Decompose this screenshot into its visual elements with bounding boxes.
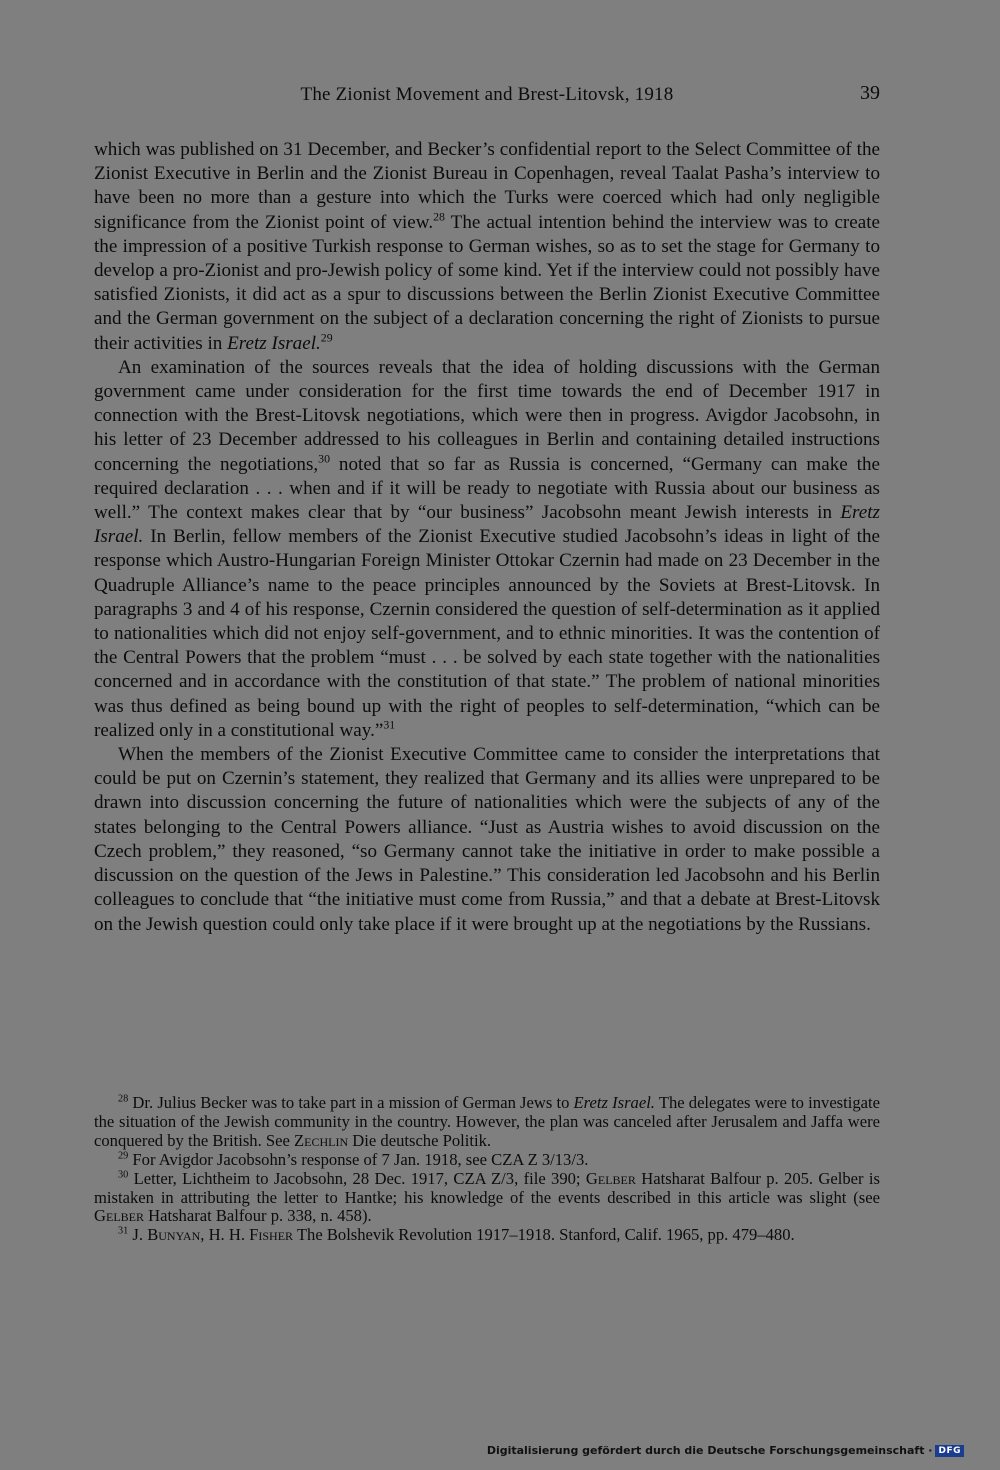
footnote-text: For Avigdor Jacobsohn’s response of 7 Jan. 1918, see CZA Z 3/13/3.: [128, 1149, 589, 1169]
footnote-ref-28: 28: [433, 209, 445, 224]
digitization-credit: [487, 1444, 964, 1457]
footnote-text: , H. H.: [200, 1225, 250, 1245]
paragraph-text: An examination of the sources reveals that the idea of holding discussions with the German government came under consideration for the first time towards the end of December 1917 in connection with the Brest-Litovsk negotiations, which were then in progress. Avigdor Jacobsohn, in his letter of 23 December addressed to his colleagues in Berlin and containing detailed instructions concerning the negotiations,: [94, 356, 880, 475]
footnote-ref-29: 29: [320, 330, 333, 345]
footnote-29: [94, 1151, 880, 1170]
footnote-31: [94, 1226, 880, 1245]
footnote-number: 28: [118, 1093, 129, 1105]
footnote-text: Hatsharat Balfour p. 205. Gelber is mistaken in attributing the letter to Hantke; his knowledge of the events described in this article was slight (see: [94, 1168, 880, 1207]
page-number: 39: [860, 82, 880, 104]
footnote-text: The Bolshevik Revolution 1917–1918. Stanford, Calif. 1965, pp. 479–480.: [293, 1225, 795, 1245]
author-name: Gelber: [585, 1168, 636, 1188]
credit-text: Digitalisierung gefördert durch die Deutsche Forschungsgemeinschaft ·: [486, 1444, 933, 1457]
footnote-28: [94, 1094, 880, 1151]
paragraph-text: which was published on 31 December, and Becker’s confidential report to the Select Committee of the Zionist Executive in Berlin and the Zionist Bureau in Copenhagen, reveal Taalat Pasha’s interview to have been no more than a gesture into which the Turks were coerced which had only negligible significance from the Zionist point of view.: [94, 139, 880, 233]
footnote-text: J.: [128, 1225, 148, 1245]
running-title: The Zionist Movement and Brest-Litovsk, 1918: [300, 84, 674, 105]
footnote-number: 31: [118, 1225, 129, 1237]
footnote-text: The delegates were to investigate the situation of the Jewish community in the country. However, the plan was canceled after Jerusalem and Jaffa were conquered by the British. See: [94, 1093, 880, 1150]
paragraph-text: In Berlin, fellow members of the Zionist Executive studied Jacobsohn’s ideas in light of the response which Austro-Hungarian Foreign Minister Ottokar Czernin had made on 23 December in the Quadruple Alliance’s name to the peace principles announced by the Soviets at Brest-Litovsk. In paragraphs 3 and 4 of his response, Czernin considered the question of self-determination as it applied to nationalities which did not enjoy self-government, and to ethnic minorities. It was the contention of the Central Powers that the problem “must . . . be solved by each state together with the nationalities concerned and in accordance with the constitution of that state.” The problem of national minorities was thus defined as being bound up with the right of peoples to self-determination, “which can be realized only in a constitutional way.”: [94, 526, 880, 741]
author-name: Bunyan: [147, 1225, 201, 1245]
footnote-ref-30: 30: [318, 451, 330, 466]
author-name: Zechlin: [294, 1130, 349, 1150]
footnote-number: 29: [118, 1150, 129, 1162]
paragraph-text: The actual intention behind the interview was to create the impression of a positive Turkish response to German wishes, so as to set the stage for Germany to develop a pro-Zionist and pro-Jewish policy of some kind. Yet if the interview could not possibly have satisfied Zionists, it did act as a spur to discussions between the Berlin Zionist Executive Committee and the German government on the subject of a declaration concerning the right of Zionists to pursue their activities in: [94, 211, 881, 354]
footnote-30: [94, 1170, 880, 1227]
footnote-ref-31: 31: [383, 717, 396, 732]
footnote-number: 30: [118, 1169, 129, 1181]
author-name: Gelber: [94, 1206, 144, 1226]
paragraph-3: When the members of the Zionist Executive Committee came to consider the interpretations that could be put on Czernin’s statement, they realized that Germany and its allies were unprepared to be drawn into discussion concerning the future of nationalities which were the subjects of any of the states belonging to the Central Powers alliance. “Just as Austria wishes to avoid discussion on the Czech problem,” they reasoned, “so Germany cannot take the initiative in order to make possible a discussion on the question of the Jews in Palestine.” This consideration led Jacobsohn and his Berlin colleagues to conclude that “the initiative must come from Russia,” and that a debate at Brest-Litovsk on the Jewish question could only take place if it were brought up at the negotiations by the Russians.: [94, 744, 880, 935]
italic-term: Eretz Israel.: [573, 1093, 655, 1112]
footnote-text: Hatsharat Balfour p. 338, n. 458).: [143, 1206, 372, 1226]
paragraph-2: [94, 356, 880, 743]
footnote-text: Die deutsche Politik.: [348, 1130, 492, 1150]
body-text: [94, 138, 880, 937]
footnotes: [94, 1094, 880, 1245]
italic-term: Eretz Israel.: [227, 332, 321, 354]
paragraph-text: noted that so far as Russia is concerned, “Germany can make the required declaration . . . when and if it will be ready to negotiate with Russia about our business as well.” The context makes clear that by “our business” Jacobsohn meant Jewish interests in: [94, 453, 880, 524]
author-name: Fisher: [249, 1225, 294, 1245]
footnote-text: Dr. Julius Becker was to take part in a mission of German Jews to: [128, 1093, 574, 1112]
paragraph-1: [94, 138, 880, 356]
italic-term: Eretz Israel.: [94, 502, 880, 548]
dfg-logo: DFG: [935, 1445, 964, 1457]
page-header: [94, 84, 880, 112]
footnote-text: Letter, Lichtheim to Jacobsohn, 28 Dec. 1917, CZA Z/3, file 390;: [128, 1168, 586, 1188]
